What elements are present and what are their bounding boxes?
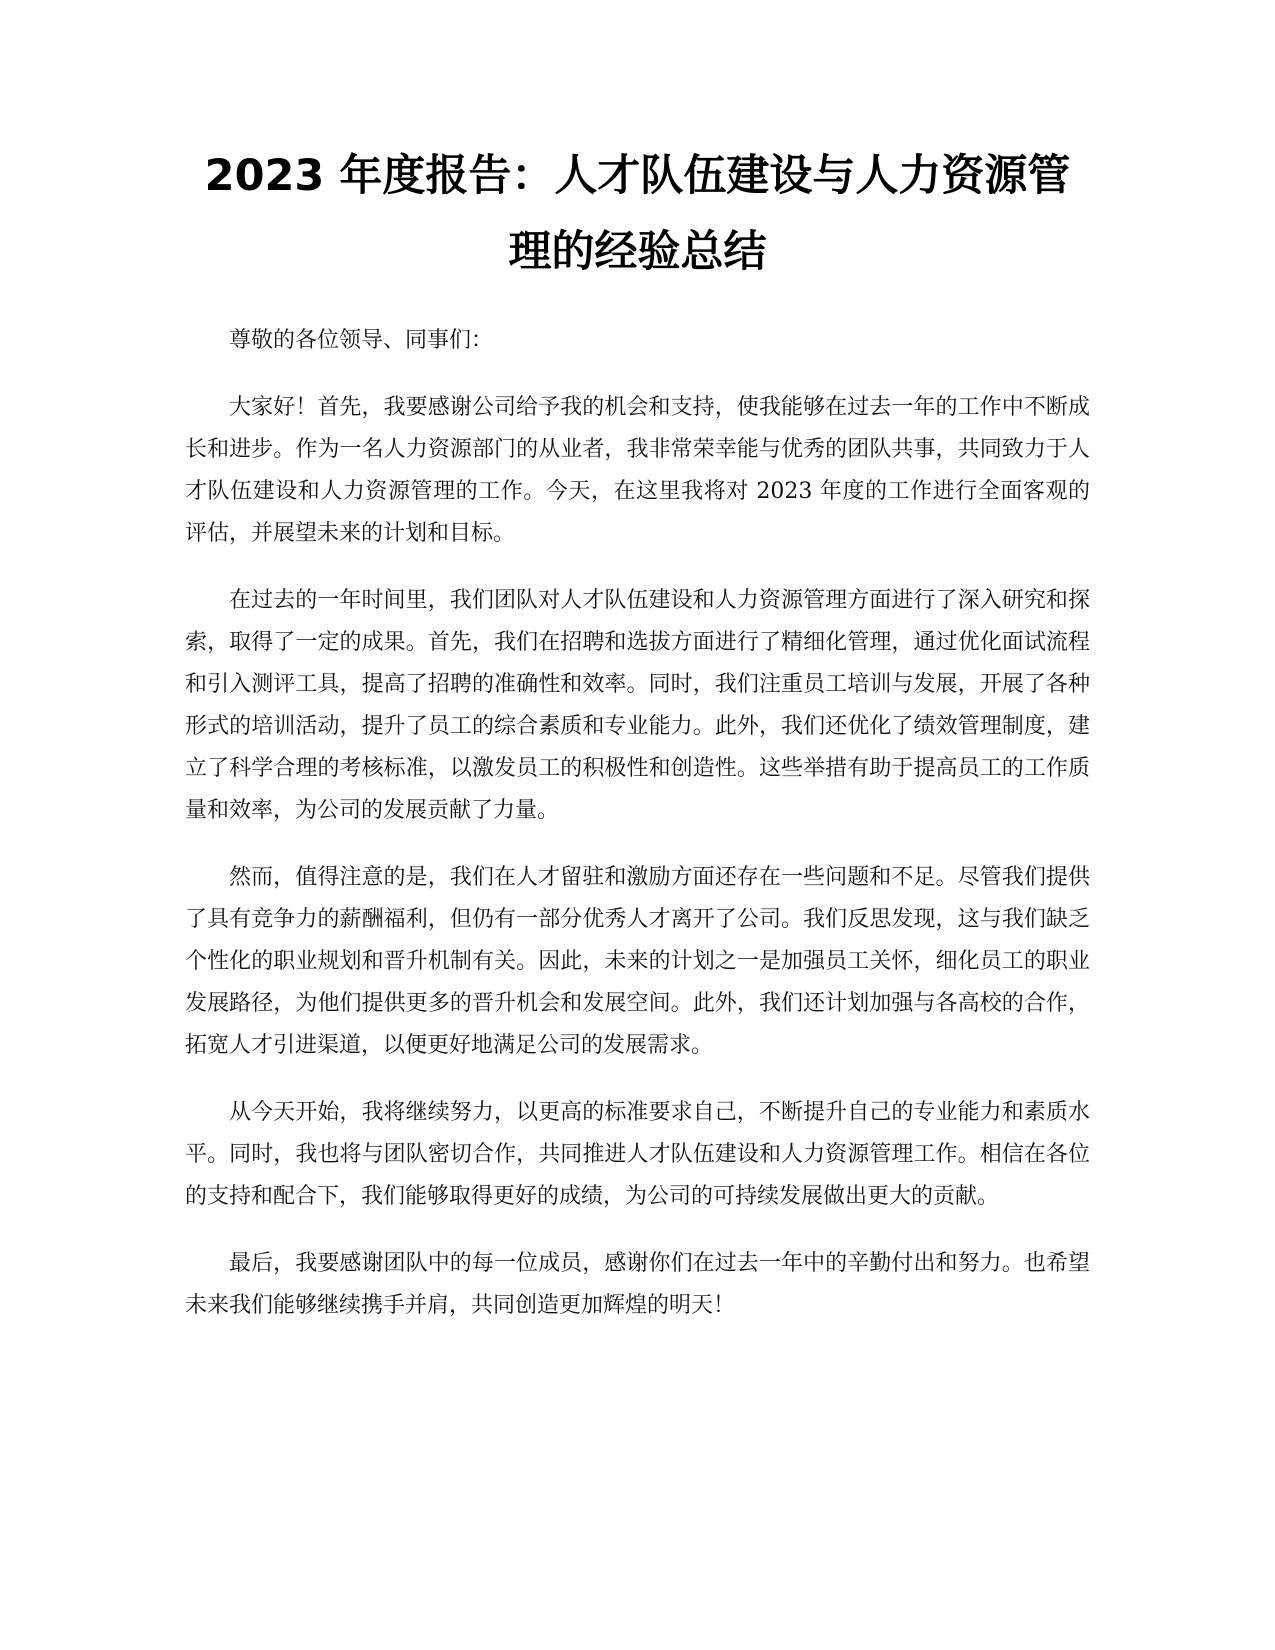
- document-title: 2023 年度报告：人才队伍建设与人力资源管理的经验总结: [204, 151, 1071, 277]
- paragraph-commitment: 从今天开始，我将继续努力，以更高的标准要求自己，不断提升自己的专业能力和素质水平。同时，我也将与团队密切合作，共同推进人才队伍建设和人力资源管理工作。相信在各位的支持和配合下，我们能够取得更好的成绩，为公司的可持续发展做出更大的贡献。: [185, 1100, 1090, 1209]
- document-body: [185, 320, 1090, 1352]
- paragraph-issues: 然而，值得注意的是，我们在人才留驻和激励方面还存在一些问题和不足。尽管我们提供了具有竞争力的薪酬福利，但仍有一部分优秀人才离开了公司。我们反思发现，这与我们缺乏个性化的职业规划和晋升机制有关。因此，未来的计划之一是加强员工关怀，细化员工的职业发展路径，为他们提供更多的晋升机会和发展空间。此外，我们还计划加强与各高校的合作，拓宽人才引进渠道，以便更好地满足公司的发展需求。: [185, 865, 1090, 1058]
- paragraph-closing: 最后，我要感谢团队中的每一位成员，感谢你们在过去一年中的辛勤付出和努力。也希望未来我们能够继续携手并肩，共同创造更加辉煌的明天！: [185, 1251, 1090, 1318]
- paragraph-achievements: 在过去的一年时间里，我们团队对人才队伍建设和人力资源管理方面进行了深入研究和探索，取得了一定的成果。首先，我们在招聘和选拔方面进行了精细化管理，通过优化面试流程和引入测评工具，提高了招聘的准确性和效率。同时，我们注重员工培训与发展，开展了各种形式的培训活动，提升了员工的综合素质和专业能力。此外，我们还优化了绩效管理制度，建立了科学合理的考核标准，以激发员工的积极性和创造性。这些举措有助于提高员工的工作质量和效率，为公司的发展贡献了力量。: [185, 588, 1090, 823]
- greeting: 尊敬的各位领导、同事们：: [229, 328, 494, 353]
- paragraph-intro: 大家好！首先，我要感谢公司给予我的机会和支持，使我能够在过去一年的工作中不断成长和进步。作为一名人力资源部门的从业者，我非常荣幸能与优秀的团队共事，共同致力于人才队伍建设和人力资源管理的工作。今天，在这里我将对 2023 年度的工作进行全面客观的评估，并展望未来的计划和目标。: [185, 395, 1090, 546]
